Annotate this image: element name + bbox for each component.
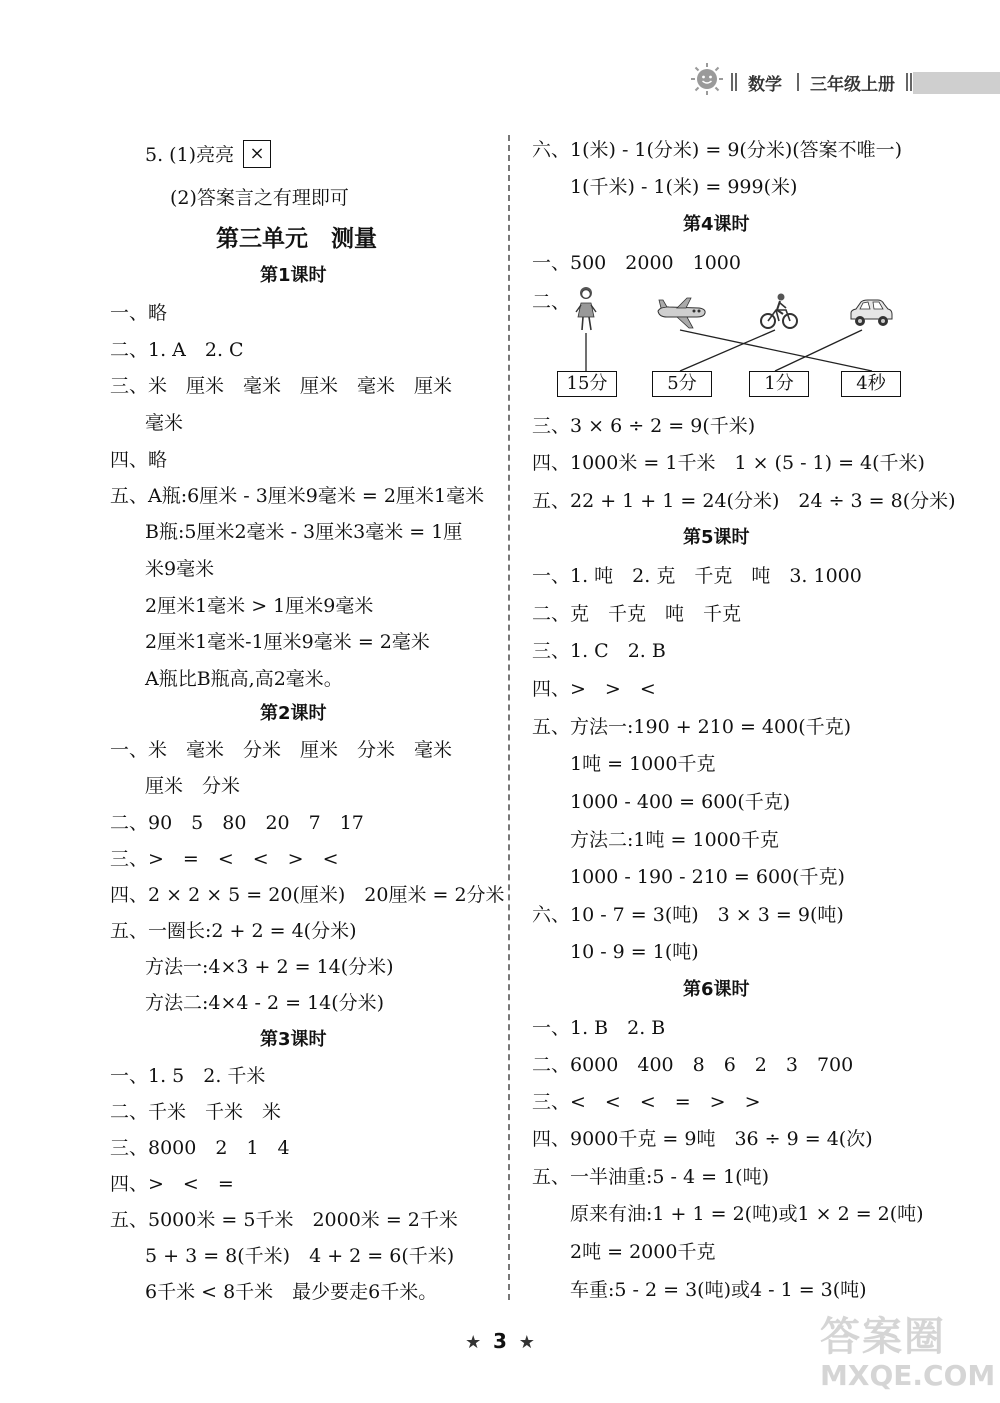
answer-line: 1吨 = 1000千克 [570, 753, 716, 775]
answer-line: 二、6000 400 8 6 2 3 700 [532, 1054, 854, 1076]
answer-line: B瓶:5厘米2毫米 - 3厘米3毫米 = 1厘 [145, 521, 463, 543]
answer-line: 10 - 9 = 1(吨) [570, 941, 699, 963]
answer-line: 毫米 [145, 412, 184, 434]
answer-line: 二、克 千克 吨 千克 [532, 603, 742, 625]
header-separator [731, 73, 733, 91]
lesson-title: 第4课时 [683, 214, 750, 235]
header-subject: 数学 [748, 75, 782, 95]
answer-q5-2: (2)答案言之有理即可 [170, 187, 349, 209]
time-box-1: 15分 [557, 371, 617, 397]
answer-line: 一、1. 吨 2. 克 千克 吨 3. 1000 [532, 565, 862, 587]
lesson-title: 第3课时 [260, 1029, 327, 1050]
answer-line: 6千米 < 8千米 最少要走6千米。 [145, 1281, 438, 1303]
sun-logo-icon [690, 62, 724, 96]
page-number: 3 [493, 1329, 507, 1353]
answer-line: 六、1(米) - 1(分米) = 9(分米)(答案不唯一) [532, 139, 903, 161]
star-icon: ★ [518, 1332, 535, 1353]
answer-line: 四、> > < [532, 678, 656, 700]
answer-q5-1: 5. (1)亮亮 [145, 144, 235, 166]
answer-line: 五、22 + 1 + 1 = 24(分米) 24 ÷ 3 = 8(分米) [532, 490, 956, 512]
watermark-cn: 答案圈 [820, 1314, 946, 1360]
answer-line: A瓶比B瓶高,高2毫米。 [145, 668, 343, 690]
unit-title: 第三单元 测量 [216, 226, 377, 252]
answer-line: 方法一:4×3 + 2 = 14(分米) [145, 956, 394, 978]
time-box-2: 5分 [652, 371, 712, 397]
answer-line: 六、10 - 7 = 3(吨) 3 × 3 = 9(吨) [532, 904, 844, 926]
header-gray-bar [913, 72, 1000, 94]
answer-line: 一、1. B 2. B [532, 1017, 666, 1039]
answer-line: 二、1. A 2. C [110, 339, 244, 361]
answer-line: 1(千米) - 1(米) = 999(米) [570, 176, 798, 198]
answer-line: 5 + 3 = 8(千米) 4 + 2 = 6(千米) [145, 1245, 455, 1267]
answer-line: 三、8000 2 1 4 [110, 1137, 290, 1159]
star-icon: ★ [465, 1332, 482, 1353]
answer-line: 一、1. 5 2. 千米 [110, 1065, 266, 1087]
answer-line: 五、方法一:190 + 210 = 400(千克) [532, 716, 852, 738]
answer-line: 一、略 [110, 302, 168, 324]
answer-line: 2吨 = 2000千克 [570, 1241, 716, 1263]
answer-line: 五、一半油重:5 - 4 = 1(吨) [532, 1166, 769, 1188]
answer-line: 1000 - 190 - 210 = 600(千克) [570, 866, 845, 888]
header-separator [910, 73, 912, 91]
answer-line: 厘米 分米 [145, 775, 241, 797]
answer-line: 三、3 × 6 ÷ 2 = 9(千米) [532, 415, 756, 437]
answer-line: 三、米 厘米 毫米 厘米 毫米 厘米 [110, 375, 453, 397]
answer-line: 1000 - 400 = 600(千克) [570, 791, 791, 813]
time-box-4: 4秒 [841, 371, 901, 397]
watermark-url: MXQE.COM [820, 1359, 996, 1392]
answer-line: 三、1. C 2. B [532, 640, 666, 662]
answer-line: 一、500 2000 1000 [532, 252, 741, 274]
answer-line: 五、A瓶:6厘米 - 3厘米9毫米 = 2厘米1毫米 [110, 485, 485, 507]
lesson-title: 第5课时 [683, 527, 750, 548]
answer-line: 五、5000米 = 5千米 2000米 = 2千米 [110, 1209, 458, 1231]
answer-line: 五、一圈长:2 + 2 = 4(分米) [110, 920, 357, 942]
answer-line: 三、< < < = > > [532, 1091, 761, 1113]
answer-line: 二、千米 千米 米 [110, 1101, 282, 1123]
lesson-title: 第2课时 [260, 703, 327, 724]
header-grade: 三年级上册 [810, 75, 895, 95]
answer-line: 四、2 × 2 × 5 = 20(厘米) 20厘米 = 2分米 [110, 884, 505, 906]
answer-line: 三、> = < < > < [110, 848, 339, 870]
answer-box-cross: × [243, 140, 271, 168]
answer-line: 方法二:4×4 - 2 = 14(分米) [145, 992, 385, 1014]
answer-line: 原来有油:1 + 1 = 2(吨)或1 × 2 = 2(吨) [570, 1203, 924, 1225]
answer-line: 方法二:1吨 = 1000千克 [570, 829, 779, 851]
answer-line: 四、略 [110, 449, 168, 471]
watermark [820, 1305, 996, 1395]
answer-line: 一、米 毫米 分米 厘米 分米 毫米 [110, 739, 453, 761]
answer-line: 米9毫米 [145, 558, 215, 580]
header-separator [797, 73, 799, 91]
header-separator [906, 73, 908, 91]
answer-line: 2厘米1毫米 > 1厘米9毫米 [145, 595, 374, 617]
time-box-3: 1分 [749, 371, 809, 397]
answer-line: 四、1000米 = 1千米 1 × (5 - 1) = 4(千米) [532, 452, 925, 474]
answer-line: 车重:5 - 2 = 3(吨)或4 - 1 = 3(吨) [570, 1279, 867, 1301]
column-divider [508, 135, 510, 1300]
header-separator [735, 73, 737, 91]
lesson-title: 第1课时 [260, 265, 327, 286]
answer-line: 2厘米1毫米-1厘米9毫米 = 2毫米 [145, 631, 430, 653]
answer-line: 四、> < = [110, 1173, 234, 1195]
answer-q2-label: 二、 [532, 291, 571, 313]
answer-line: 四、9000千克 = 9吨 36 ÷ 9 = 4(次) [532, 1128, 873, 1150]
answer-line: 二、90 5 80 20 7 17 [110, 812, 364, 834]
lesson-title: 第6课时 [683, 979, 750, 1000]
